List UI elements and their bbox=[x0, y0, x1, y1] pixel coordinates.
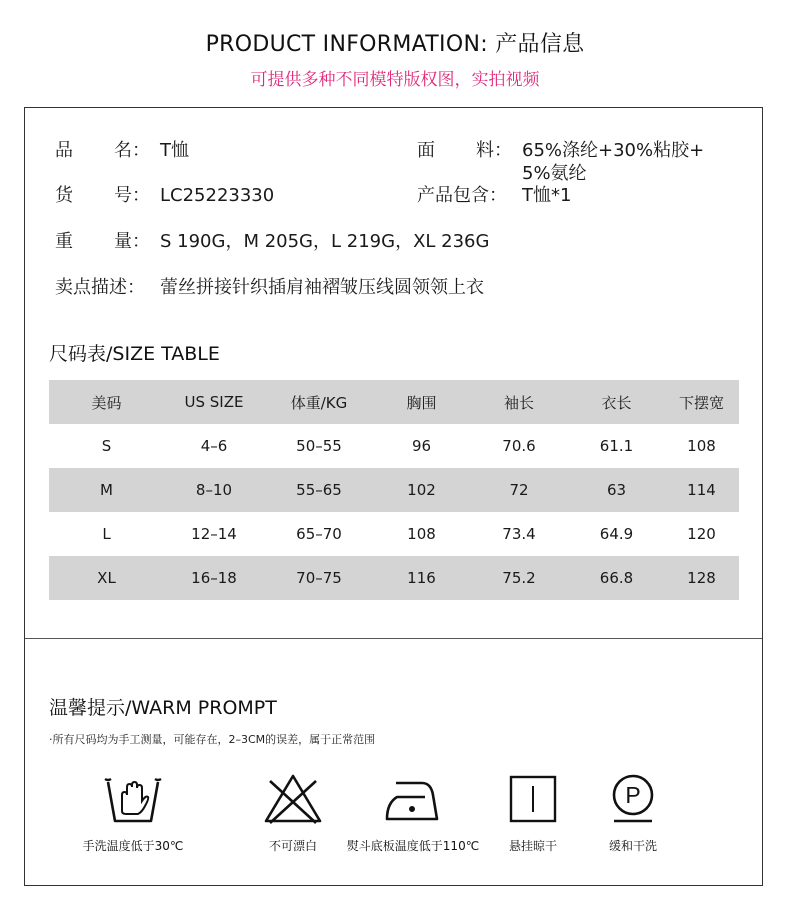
table-cell: 61.1 bbox=[599, 437, 634, 455]
col-header-bust: 胸围 bbox=[406, 393, 437, 412]
table-cell: 55–65 bbox=[296, 481, 342, 499]
section-divider bbox=[25, 638, 762, 639]
table-cell: 72 bbox=[509, 481, 529, 499]
info-sku-label: 货 号： bbox=[55, 185, 150, 206]
care-item-no-bleach bbox=[223, 773, 363, 854]
care-label-no-bleach: 不可漂白 bbox=[268, 839, 317, 853]
table-cell: S bbox=[101, 437, 112, 455]
table-cell: 12–14 bbox=[191, 525, 237, 543]
table-cell: 4–6 bbox=[200, 437, 228, 455]
info-fabric-value: 65%涤纶+30%粘胶+ 5%氨纶 bbox=[522, 140, 705, 184]
product-info-frame bbox=[24, 107, 763, 886]
care-item-hand-wash bbox=[63, 773, 203, 854]
table-cell: 73.4 bbox=[502, 525, 536, 543]
page-title: PRODUCT INFORMATION: 产品信息 bbox=[205, 32, 585, 57]
hand-wash-icon bbox=[102, 773, 164, 825]
warm-prompt-heading: 温馨提示/WARM PROMPT bbox=[49, 697, 277, 719]
iron-low-icon bbox=[382, 773, 444, 825]
table-cell: 64.9 bbox=[599, 525, 634, 543]
info-weight-label: 重 量： bbox=[55, 231, 150, 252]
info-fabric-label: 面 料： bbox=[417, 140, 512, 161]
care-label-hand-wash: 手洗温度低于30℃ bbox=[82, 839, 184, 853]
info-includes-value: T恤*1 bbox=[522, 185, 572, 206]
info-sku-value: LC25223330 bbox=[160, 185, 275, 206]
table-cell: 108 bbox=[687, 437, 716, 455]
table-cell: 50–55 bbox=[296, 437, 342, 455]
table-cell: 108 bbox=[407, 525, 436, 543]
info-weight-value: S 190G，M 205G，L 219G，XL 236G bbox=[160, 231, 490, 252]
measurement-note: ·所有尺码均为手工测量，可能存在，2–3CM的误差，属于正常范围 bbox=[49, 733, 376, 746]
size-table-heading: 尺码表/SIZE TABLE bbox=[49, 343, 220, 365]
table-row bbox=[49, 468, 739, 512]
svg-text:P: P bbox=[625, 782, 641, 808]
table-row bbox=[49, 512, 739, 556]
table-cell: 70.6 bbox=[502, 437, 536, 455]
table-cell: 96 bbox=[411, 437, 432, 455]
table-cell: 75.2 bbox=[502, 569, 536, 587]
table-cell: 120 bbox=[687, 525, 716, 543]
table-cell: 114 bbox=[687, 481, 716, 499]
info-includes-label: 产品包含： bbox=[417, 185, 507, 206]
no-bleach-icon bbox=[262, 773, 324, 825]
col-header-weight: 体重/KG bbox=[290, 393, 348, 412]
table-cell: 128 bbox=[687, 569, 716, 587]
line-dry-icon bbox=[502, 773, 564, 825]
col-header-length: 衣长 bbox=[601, 393, 632, 412]
col-header-hem: 下摆宽 bbox=[678, 393, 724, 412]
care-item-iron bbox=[343, 773, 483, 854]
info-selling-value: 蕾丝拼接针织插肩袖褶皱压线圆领领上衣 bbox=[160, 277, 484, 298]
size-table bbox=[49, 380, 739, 600]
table-cell: 66.8 bbox=[599, 569, 634, 587]
care-label-line-dry: 悬挂晾干 bbox=[508, 839, 557, 853]
size-table-header-row bbox=[49, 380, 739, 424]
table-cell: 16–18 bbox=[191, 569, 237, 587]
table-cell: 70–75 bbox=[296, 569, 342, 587]
table-cell: 116 bbox=[407, 569, 436, 587]
info-selling-label: 卖点描述： bbox=[55, 277, 145, 298]
table-cell: L bbox=[102, 525, 111, 543]
table-cell: 8–10 bbox=[195, 481, 233, 499]
table-cell: 63 bbox=[606, 481, 627, 499]
care-label-iron: 熨斗底板温度低于110℃ bbox=[346, 839, 480, 853]
table-row bbox=[49, 424, 739, 468]
table-cell: M bbox=[100, 481, 113, 499]
care-label-dry-clean: 缓和干洗 bbox=[608, 839, 657, 853]
care-item-dry-clean bbox=[563, 773, 703, 854]
col-header-us-size: US SIZE bbox=[184, 393, 244, 411]
col-header-us-code: 美码 bbox=[91, 393, 122, 412]
dry-clean-p-icon bbox=[602, 773, 664, 825]
page-subtitle: 可提供多种不同模特版权图，实拍视频 bbox=[250, 70, 540, 90]
table-cell: 65–70 bbox=[296, 525, 342, 543]
col-header-sleeve: 袖长 bbox=[503, 393, 534, 412]
table-row bbox=[49, 556, 739, 600]
info-name-label: 品 名： bbox=[55, 140, 150, 161]
info-name-value: T恤 bbox=[160, 140, 189, 161]
table-cell: 102 bbox=[407, 481, 436, 499]
table-cell: XL bbox=[97, 569, 116, 587]
